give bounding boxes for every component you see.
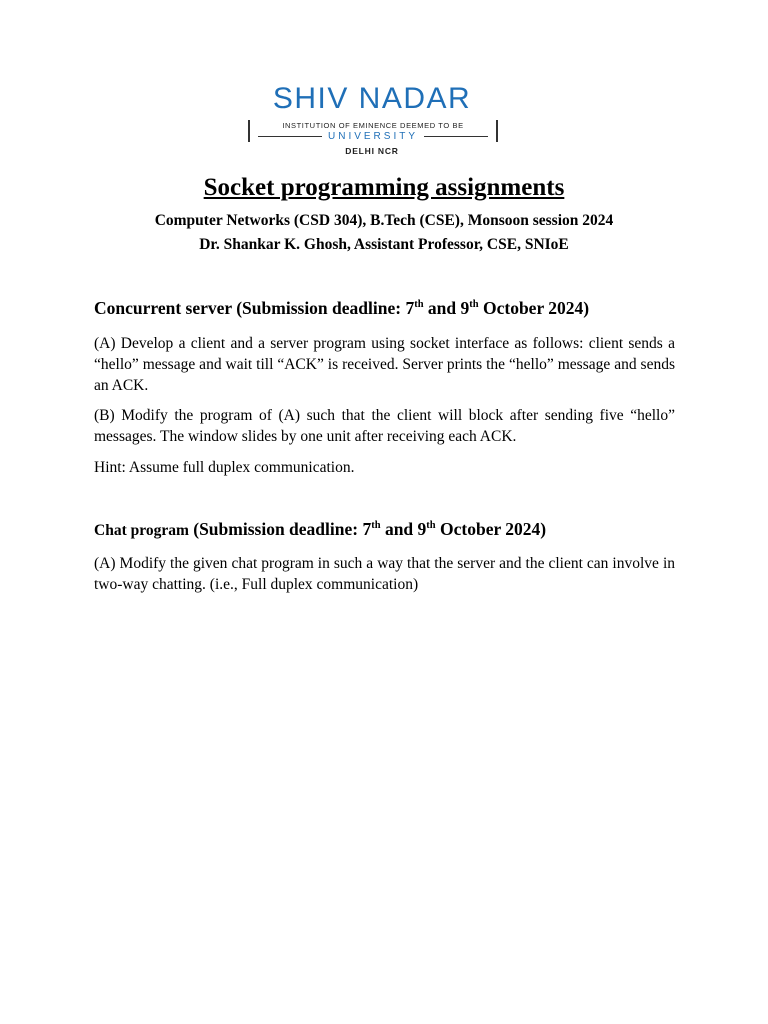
logo-frame [248,120,498,142]
section-heading-chat-program [94,519,694,540]
course-line: Computer Networks (CSD 304), B.Tech (CSE), Monsoon session 2024 [154,212,614,229]
heading-text: and 9 [380,519,427,539]
paragraph-chat-part-a: (A) Modify the given chat program in such a way that the server and the client can involve in two-way chatting. (i.e., Full duplex communication) [94,555,675,593]
heading-text: Chat program [94,522,189,539]
author-line: Dr. Shankar K. Ghosh, Assistant Professor, CSE, SNIoE [199,236,569,253]
logo-rule-right [424,136,488,137]
heading-text: Concurrent server (Submission deadline: 7 [94,298,415,318]
logo-name: SHIV NADAR [272,82,472,115]
paragraph-part-b: (B) Modify the program of (A) such that the client will block after sending five “hello” messages. The window slides by one unit after receiving each ACK. [94,407,675,445]
document-title: Socket programming assignments [203,174,565,201]
heading-text: October 2024) [478,298,590,318]
logo-university: UNIVERSITY [328,130,419,142]
logo-rule-left [258,136,322,137]
paragraph-hint: Hint: Assume full duplex communication. [94,459,355,476]
logo-university-row [258,131,488,141]
heading-text: and 9 [423,298,470,318]
paragraph-part-a: (A) Develop a client and a server program using socket interface as follows: client sends a “hello” message and wait till “ACK” is received. Server prints the “hello” message and sends an ACK. [94,335,675,394]
heading-text: October 2024) [435,519,547,539]
heading-text: (Submission deadline: 7 [188,519,372,539]
ordinal-suffix: th [469,299,479,311]
university-logo [244,84,500,160]
ordinal-suffix: th [426,520,436,532]
ordinal-suffix: th [414,299,424,311]
section-heading-concurrent-server [94,298,694,319]
ordinal-suffix: th [371,520,381,532]
logo-campus: DELHI NCR [345,146,399,156]
logo-tagline: INSTITUTION OF EMINENCE DEEMED TO BE [282,121,464,130]
